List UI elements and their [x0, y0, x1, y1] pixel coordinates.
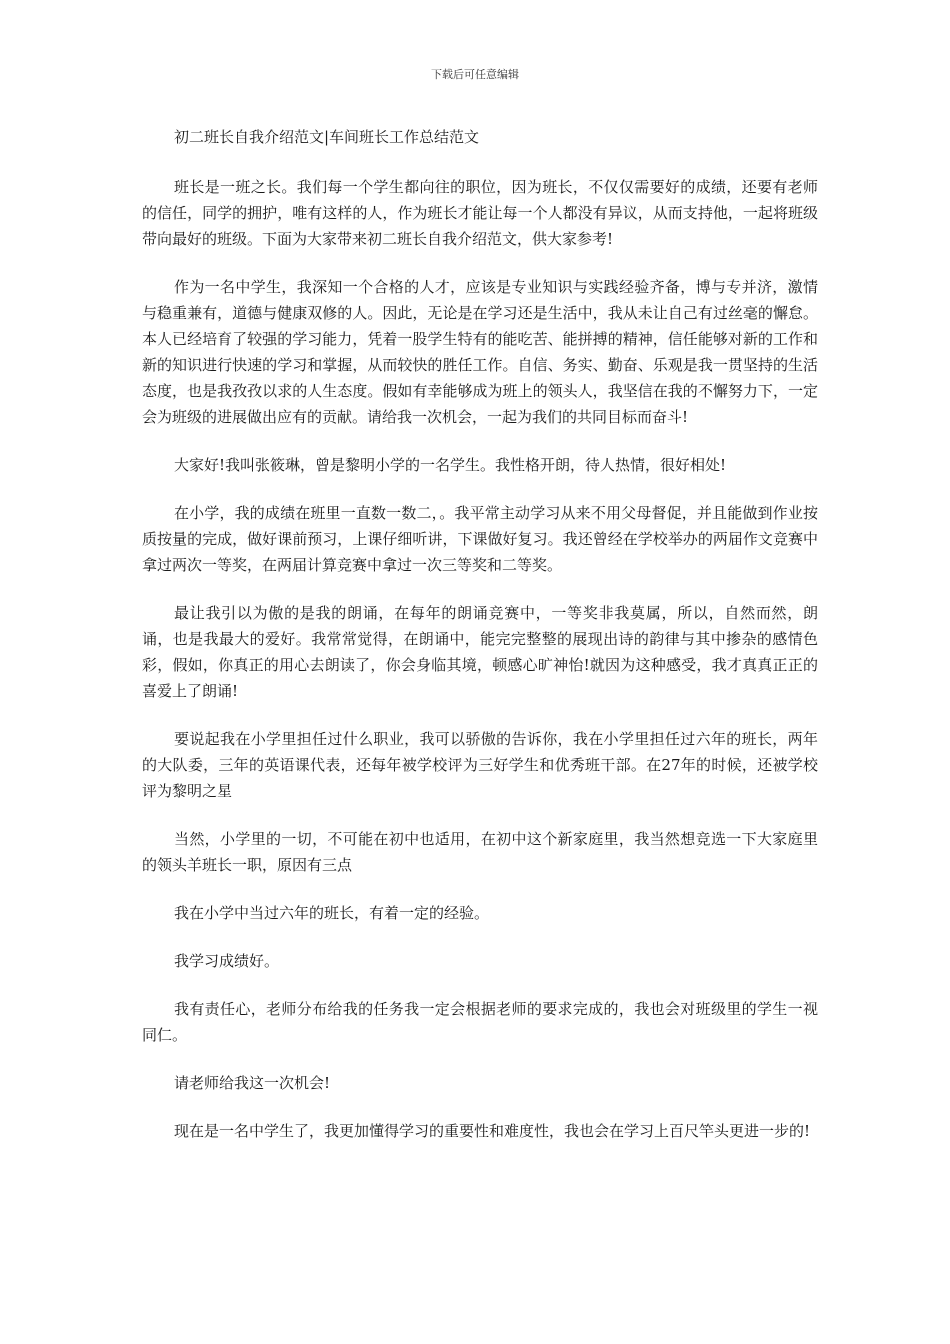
document-title: 初二班长自我介绍范文|车间班长工作总结范文 [174, 128, 480, 146]
paragraph-1: 班长是一班之长。我们每一个学生都向往的职位，因为班长，不仅仅需要好的成绩，还要有老师的信任，同学的拥护，唯有这样的人，作为班长才能让每一个人都没有异议，从而支持他，一起将班级带向最好的班级。下面为大家带来初二班长自我介绍范文，供大家参考! [142, 178, 818, 248]
header-note: 下载后可任意编辑 [431, 68, 519, 81]
paragraph-11: 请老师给我这一次机会! [174, 1074, 331, 1092]
paragraph-6: 要说起我在小学里担任过什么职业，我可以骄傲的告诉你，我在小学里担任过六年的班长，两年的大队委，三年的英语课代表，还每年被学校评为三好学生和优秀班干部。在27年的时候，还被学校评为黎明之星 [142, 730, 818, 800]
paragraph-3: 大家好!我叫张筱琳，曾是黎明小学的一名学生。我性格开朗，待人热情，很好相处! [174, 456, 727, 474]
paragraph-10: 我有责任心，老师分布给我的任务我一定会根据老师的要求完成的，我也会对班级里的学生一视同仁。 [142, 1000, 818, 1044]
paragraph-8: 我在小学中当过六年的班长，有着一定的经验。 [174, 904, 490, 922]
paragraph-9: 我学习成绩好。 [174, 952, 280, 970]
paragraph-2: 作为一名中学生，我深知一个合格的人才，应该是专业知识与实践经验齐备，博与专并济，激情与稳重兼有，道德与健康双修的人。因此，无论是在学习还是生活中，我从未让自己有过丝毫的懈怠。本人已经培育了较强的学习能力，凭着一股学生特有的能吃苦、能拼搏的精神，信任能够对新的工作和新的知识进行快速的学习和掌握，从而较快的胜任工作。自信、务实、勤奋、乐观是我一贯坚持的生活态度，也是我孜孜以求的人生态度。假如有幸能够成为班上的领头人，我坚信在我的不懈努力下，一定会为班级的进展做出应有的贡献。请给我一次机会，一起为我们的共同目标而奋斗! [142, 278, 818, 426]
paragraph-12: 现在是一名中学生了，我更加懂得学习的重要性和难度性，我也会在学习上百尺竿头更进一步的! [174, 1122, 811, 1140]
paragraph-4: 在小学，我的成绩在班里一直数一数二，。我平常主动学习从来不用父母督促，并且能做到作业按质按量的完成，做好课前预习，上课仔细听讲，下课做好复习。我还曾经在学校举办的两届作文竞赛中拿过两次一等奖，在两届计算竞赛中拿过一次三等奖和二等奖。 [142, 504, 818, 574]
document-body [142, 122, 818, 1166]
paragraph-7: 当然，小学里的一切，不可能在初中也适用，在初中这个新家庭里，我当然想竞选一下大家庭里的领头羊班长一职，原因有三点 [142, 830, 818, 874]
paragraph-5: 最让我引以为傲的是我的朗诵，在每年的朗诵竞赛中，一等奖非我莫属，所以，自然而然，朗诵，也是我最大的爱好。我常常觉得，在朗诵中，能完完整整的展现出诗的韵律与其中掺杂的感情色彩，假如，你真正的用心去朗读了，你会身临其境，顿感心旷神怡!就因为这种感受，我才真真正正的喜爱上了朗诵! [142, 604, 818, 700]
